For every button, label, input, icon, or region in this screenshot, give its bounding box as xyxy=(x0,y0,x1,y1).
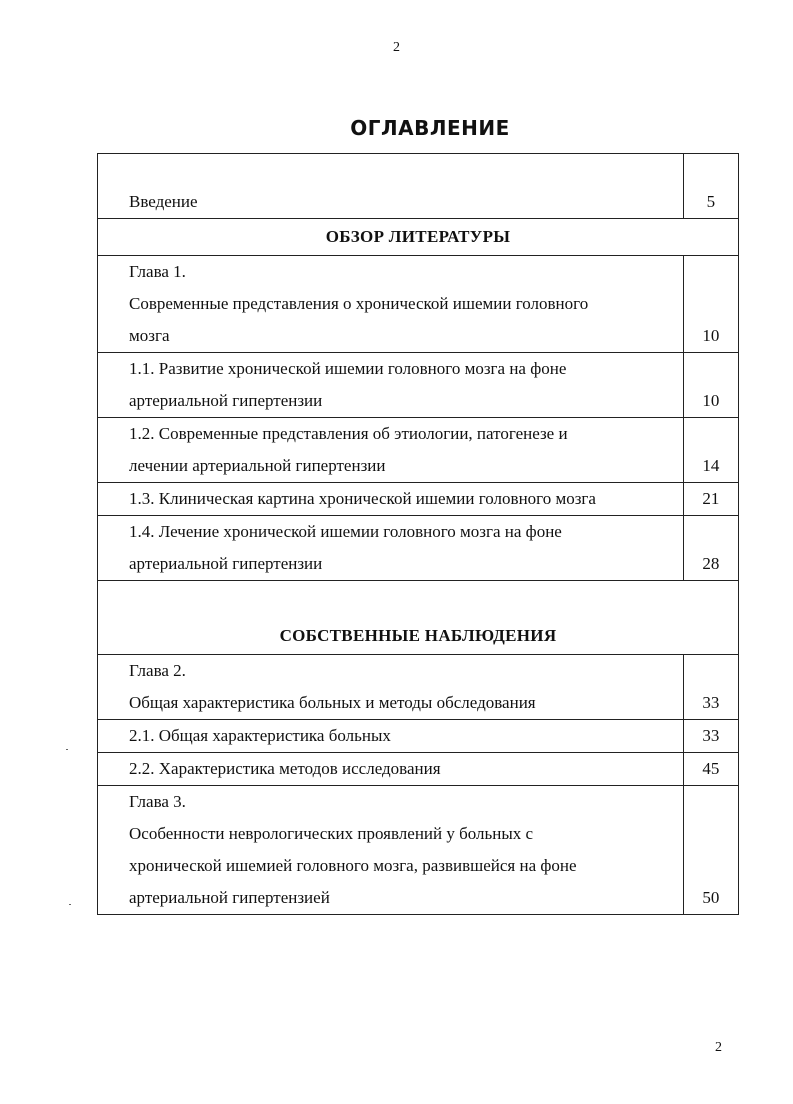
section-heading-own-observations: СОБСТВЕННЫЕ НАБЛЮДЕНИЯ xyxy=(98,581,739,655)
toc-row-intro xyxy=(98,154,739,219)
toc-page-number: 33 xyxy=(683,720,738,753)
toc-line: Современные представления о хронической ишемии головного xyxy=(129,294,589,313)
toc-row-chapter-2 xyxy=(98,655,739,720)
scan-speck xyxy=(69,904,71,905)
toc-row-1-2 xyxy=(98,418,739,483)
page-number-top: 2 xyxy=(393,40,400,55)
toc-line: мозга xyxy=(129,326,170,345)
toc-line: 1.1. Развитие хронической ишемии головного мозга на фоне xyxy=(129,359,567,378)
toc-entry-text xyxy=(98,483,684,516)
toc-row-1-4 xyxy=(98,516,739,581)
document-title: ОГЛАВЛЕНИЕ xyxy=(350,116,510,140)
toc-page-number: 10 xyxy=(683,353,738,418)
toc-line: 2.2. Характеристика методов исследования xyxy=(129,759,441,778)
section-heading-literature-review: ОБЗОР ЛИТЕРАТУРЫ xyxy=(98,219,739,256)
toc-entry-text xyxy=(98,720,684,753)
toc-section-heading-row xyxy=(98,581,739,655)
toc-line: Глава 1. xyxy=(129,262,186,281)
toc-line: лечении артериальной гипертензии xyxy=(129,456,386,475)
toc-line: артериальной гипертензией xyxy=(129,888,330,907)
toc-entry-text xyxy=(98,753,684,786)
toc-entry-text xyxy=(98,655,684,720)
page-number-bottom: 2 xyxy=(715,1040,722,1055)
toc-page-number: 45 xyxy=(683,753,738,786)
toc-entry-text xyxy=(98,786,684,915)
toc-line: Глава 2. xyxy=(129,661,186,680)
toc-line: Особенности неврологических проявлений у больных с xyxy=(129,824,534,843)
toc-page-number: 5 xyxy=(683,154,738,219)
toc-line: артериальной гипертензии xyxy=(129,391,323,410)
toc-row-chapter-3 xyxy=(98,786,739,915)
toc-line: 1.2. Современные представления об этиологии, патогенезе и xyxy=(129,424,568,443)
toc-entry-text xyxy=(98,516,684,581)
toc-line: Общая характеристика больных и методы обследования xyxy=(129,693,536,712)
toc-entry-text xyxy=(98,418,684,483)
toc-page-number: 33 xyxy=(683,655,738,720)
toc-page-number: 10 xyxy=(683,256,738,353)
toc-section-heading-row xyxy=(98,219,739,256)
toc-page-number: 21 xyxy=(683,483,738,516)
toc-line: артериальной гипертензии xyxy=(129,554,323,573)
toc-line: 1.3. Клиническая картина хронической ишемии головного мозга xyxy=(129,489,596,508)
toc-row-chapter-1 xyxy=(98,256,739,353)
table-of-contents xyxy=(97,153,739,915)
toc-entry-text xyxy=(98,154,684,219)
toc-line: 1.4. Лечение хронической ишемии головного мозга на фоне xyxy=(129,522,562,541)
scan-speck xyxy=(66,749,68,750)
toc-row-1-3 xyxy=(98,483,739,516)
toc-line: хронической ишемией головного мозга, развившейся на фоне xyxy=(129,856,577,875)
toc-row-2-1 xyxy=(98,720,739,753)
toc-line: 2.1. Общая характеристика больных xyxy=(129,726,391,745)
toc-page-number: 28 xyxy=(683,516,738,581)
toc-row-2-2 xyxy=(98,753,739,786)
toc-entry-text xyxy=(98,353,684,418)
toc-row-1-1 xyxy=(98,353,739,418)
toc-entry-text xyxy=(98,256,684,353)
toc-line: Глава 3. xyxy=(129,792,186,811)
toc-page-number: 14 xyxy=(683,418,738,483)
toc-line: Введение xyxy=(129,192,198,211)
toc-page-number: 50 xyxy=(683,786,738,915)
